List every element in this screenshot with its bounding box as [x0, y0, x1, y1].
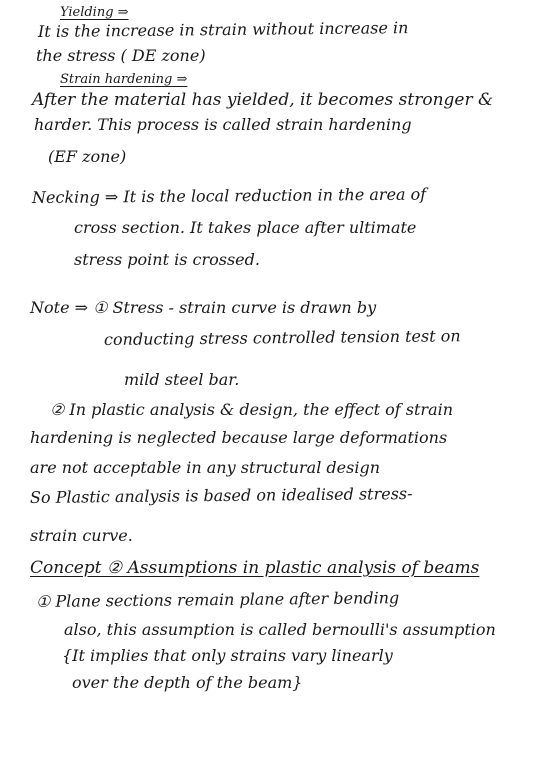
yielding-heading: Yielding ⇒	[60, 5, 129, 20]
strain-hardening-heading: Strain hardening ⇒	[60, 72, 188, 87]
note-2-line-4: So Plastic analysis is based on idealised stress-	[29, 483, 413, 507]
assumption-1-line-2: also, this assumption is called bernoulli's assumption	[64, 620, 496, 639]
note-2-line-3: are not acceptable in any structural design	[30, 458, 380, 477]
concept-heading: Concept ② Assumptions in plastic analysis of beams	[30, 558, 480, 578]
assumption-1-line-3: {It implies that only strains vary linearly	[62, 646, 393, 665]
note-2-line-2: hardening is neglected because large deformations	[30, 428, 448, 447]
note-1-line-3: mild steel bar.	[124, 370, 240, 389]
assumption-1-line-4: over the depth of the beam}	[72, 673, 303, 692]
necking-line-1: Necking ⇒ It is the local reduction in the area of	[31, 184, 427, 207]
necking-line-3: stress point is crossed.	[74, 250, 260, 269]
yielding-text-line-2: the stress ( DE zone)	[36, 46, 206, 65]
note-1-line-2: conducting stress controlled tension test on	[103, 326, 461, 349]
note-2-line-1: ② In plastic analysis & design, the effect of strain	[50, 400, 454, 419]
strain-hardening-line-1: After the material has yielded, it becomes stronger &	[32, 90, 494, 110]
strain-hardening-line-2: harder. This process is called strain hardening	[34, 115, 412, 134]
yielding-text-line-1: It is the increase in strain without increase in	[37, 18, 409, 41]
note-2-line-5: strain curve.	[30, 526, 133, 545]
note-1-line-1: Note ⇒ ① Stress - strain curve is drawn by	[30, 298, 377, 317]
necking-line-2: cross section. It takes place after ultimate	[74, 218, 417, 237]
assumption-1-line-1: ① Plane sections remain plane after bending	[35, 588, 400, 611]
strain-hardening-line-3: (EF zone)	[48, 147, 127, 166]
